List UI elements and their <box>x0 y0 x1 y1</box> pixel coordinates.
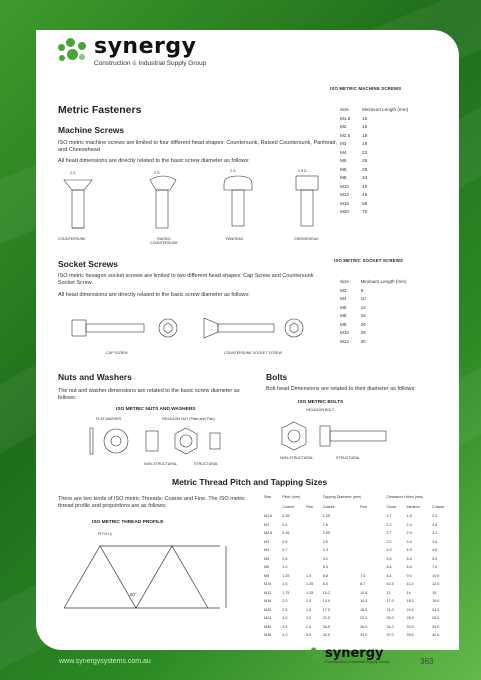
table-cell: 2.0 <box>282 599 288 604</box>
caption-countersunk-socket: COUNTERSUNK SOCKET SCREW <box>224 351 282 355</box>
table-row <box>338 123 438 132</box>
table-header-row <box>338 104 438 114</box>
table-row <box>262 521 454 530</box>
table-row <box>338 303 438 312</box>
footer-url[interactable]: www.synergysystems.com.au <box>59 658 151 665</box>
logo-dots-icon <box>56 34 90 68</box>
table-row <box>262 597 454 606</box>
table-cell: M4 <box>264 548 270 553</box>
table-row <box>338 295 438 304</box>
column-header-tapping: Tapping Diameter (mm) <box>322 495 362 499</box>
table-cell: 5.3 <box>386 556 392 561</box>
table-cell: 21.0 <box>322 616 330 621</box>
table-cell: 2.5 <box>282 607 288 612</box>
nuts-heading: Nuts and Washers <box>58 372 132 382</box>
page-number: 363 <box>420 657 434 666</box>
table-cell: M5 <box>340 304 347 310</box>
table-cell: M6 <box>340 166 347 172</box>
table-cell: 28.0 <box>360 624 368 629</box>
table-cell: 31.0 <box>386 624 394 629</box>
table-cell: 1.0 <box>306 573 312 578</box>
table-cell: 1.75 <box>282 590 290 595</box>
machine-screws-text-2: All head dimensions are directly related to the basic screw diameter as follows: <box>58 158 250 164</box>
label-flat-washer: FLAT WASHER <box>96 417 122 421</box>
table-cell: 2.9 <box>406 531 412 536</box>
table-cell: 0.35 <box>282 514 290 519</box>
table-cell: 3.3 <box>322 548 328 553</box>
table-cell: 1.5 <box>306 607 312 612</box>
table-row <box>338 329 438 338</box>
table-row <box>262 563 454 572</box>
table-row <box>262 606 454 615</box>
table-cell: M16 <box>340 200 349 206</box>
table-cell <box>358 563 384 572</box>
table-cell: 35.0 <box>432 624 440 629</box>
table-cell: 25 <box>362 158 368 164</box>
svg-text:1.5 D: 1.5 D <box>298 169 307 173</box>
table-cell: 18.5 <box>360 607 368 612</box>
table-cell: 58 <box>362 200 368 206</box>
bolt-diagram <box>276 416 396 454</box>
caption-cap-screw: CAP SCREW <box>106 351 128 355</box>
table-cell: 0.4 <box>282 522 288 527</box>
table-cell: 33.0 <box>360 633 368 638</box>
table-header-row <box>338 276 438 286</box>
table-cell: M20 <box>340 209 349 215</box>
table-row <box>262 572 454 581</box>
brand-tagline: Construction & Industrial Supply Group <box>94 59 207 67</box>
footer-brand: synergy <box>325 645 384 661</box>
socket-screw-diagram <box>58 300 308 352</box>
table-cell: M3 <box>340 287 347 293</box>
table-cell: M5 <box>264 556 270 561</box>
table-cell: 40 <box>362 183 368 189</box>
table-cell <box>358 512 384 521</box>
thread-heading: Metric Thread Pitch and Tapping Sizes <box>172 477 328 487</box>
table-row <box>338 165 438 174</box>
table-cell: M5 <box>340 158 347 164</box>
table-cell: 1.6 <box>322 522 328 527</box>
table-cell: 10.0 <box>432 573 440 578</box>
table-row <box>338 140 438 149</box>
column-subheader: Coarse <box>282 505 295 509</box>
thread-profile-diagram <box>60 538 250 618</box>
table-cell: 9.0 <box>406 573 412 578</box>
table-cell: M10 <box>340 183 349 189</box>
table-cell: 1.25 <box>306 590 314 595</box>
table-cell: M6 <box>264 565 270 570</box>
table-cell: 13 <box>386 590 391 595</box>
thread-figure-title: ISO METRIC THREAD PROFILE <box>92 520 164 525</box>
table-cell: 14.5 <box>360 599 368 604</box>
table-cell: 19.0 <box>432 599 440 604</box>
nuts-text: The nut and washer dimensions are related to the basic screw diameter as follows: <box>58 388 240 401</box>
table-cell: 2.0 <box>306 624 312 629</box>
table-row <box>338 286 438 295</box>
table-cell: 8.7 <box>360 582 366 587</box>
table-cell: 28 <box>362 166 368 172</box>
table-cell <box>358 521 384 530</box>
column-header-size: Size <box>264 495 272 499</box>
table-cell: 8.4 <box>386 573 392 578</box>
table-row <box>262 555 454 564</box>
svg-text:2 D: 2 D <box>70 171 76 175</box>
table-cell: 3.6 <box>432 539 438 544</box>
table-cell: 0.45 <box>282 531 290 536</box>
machine-screw-diagram <box>58 168 338 248</box>
table-cell: 1.0 <box>282 565 288 570</box>
socket-screws-table-title: ISO METRIC SOCKET SCREWS <box>334 258 404 263</box>
table-cell: 26.0 <box>406 616 414 621</box>
table-cell: 6.6 <box>406 565 412 570</box>
table-cell: M12 <box>340 338 349 344</box>
socket-screws-heading: Socket Screws <box>58 259 119 269</box>
table-cell: 14.0 <box>322 599 330 604</box>
table-cell: 10.5 <box>386 582 394 587</box>
table-cell: 7.0 <box>360 573 366 578</box>
brand-logo <box>56 34 206 68</box>
machine-screws-table-title: ISO METRIC MACHINE SCREWS <box>330 86 402 91</box>
table-cell: 4.8 <box>432 548 438 553</box>
table-row <box>338 312 438 321</box>
label-bolts-non-structural: NON-STRUCTURAL <box>280 456 314 460</box>
table-cell: M2.5 <box>340 132 351 138</box>
table-cell <box>304 563 321 572</box>
table-row <box>262 546 454 555</box>
table-row <box>338 320 438 329</box>
table-cell: 4.5 <box>406 548 412 553</box>
table-cell: 1.25 <box>282 573 290 578</box>
thread-text: There are two kinds of ISO metric Threads: Coarse and Fine. The ISO metric thread profile and proportions are as follows: <box>58 496 246 509</box>
thread-angle-label: 60° <box>130 592 137 597</box>
table-cell: M2 <box>264 522 270 527</box>
column-subheader <box>262 502 280 512</box>
table-row <box>262 614 454 623</box>
column-subheader: Medium <box>406 505 420 509</box>
table-cell: 33.0 <box>406 624 414 629</box>
table-cell: 17.0 <box>386 599 394 604</box>
column-subheader: Fine <box>360 505 368 509</box>
bolts-text: Bolt head Dimensions are related to their diameter as follows: <box>266 386 416 392</box>
table-row <box>262 538 454 547</box>
table-cell: M4 <box>340 149 347 155</box>
table-cell: 6.8 <box>322 573 328 578</box>
table-cell: 1.8 <box>406 514 412 519</box>
table-row <box>338 157 438 166</box>
table-cell: 2.5 <box>322 539 328 544</box>
table-cell: 26.5 <box>322 624 330 629</box>
table-cell: 5.5 <box>406 556 412 561</box>
bolts-figure-title: ISO METRIC BOLTS <box>298 400 344 405</box>
table-cell: 25.0 <box>386 616 394 621</box>
table-row <box>338 174 438 183</box>
label-nuts-non-structural: NON-STRUCTURAL <box>144 462 178 466</box>
footer-tagline: Construction | Industrial Supply Group <box>325 659 390 664</box>
table-cell: 1.25 <box>322 514 330 519</box>
table-cell: M1.6 <box>264 514 273 519</box>
nuts-figure-title: ISO METRIC NUTS AND WASHERS <box>116 407 196 412</box>
table-cell: 70 <box>362 209 368 215</box>
table-cell: 10 <box>360 296 366 302</box>
table-cell: M12 <box>340 192 349 198</box>
caption-raised-countersunk: RAISED COUNTERSUNK <box>150 237 178 245</box>
table-cell <box>304 555 321 564</box>
table-cell: 2.0 <box>432 514 438 519</box>
socket-screws-text-1: ISO metric hexagon socket screws are limited to two different head shapes: Cap Screw and Countersunk Socket Screw. <box>58 273 314 286</box>
label-hexagon-bolt: HEXAGON BOLT <box>306 408 335 412</box>
column-header-clearance: Clearance Holes (mm) <box>386 495 424 499</box>
table-cell: 37.0 <box>386 633 394 638</box>
table-cell: 11.0 <box>406 582 414 587</box>
table-row <box>338 182 438 191</box>
table-cell: 19 <box>362 141 368 147</box>
table-subheader-row <box>262 502 454 512</box>
table-row <box>338 131 438 140</box>
table-cell <box>358 546 384 555</box>
table-cell: 20 <box>360 321 366 327</box>
table-cell: 4.3 <box>386 548 392 553</box>
label-nuts-structural: STRUCTURAL <box>194 462 219 466</box>
label-pitch: PITCH p <box>98 532 112 536</box>
table-cell: 6.4 <box>386 565 392 570</box>
table-cell: 1.5 <box>306 599 312 604</box>
column-header: Minimum Length (mm) <box>362 106 409 112</box>
table-cell: 5.8 <box>432 556 438 561</box>
machine-screws-table <box>338 104 438 216</box>
footer-logo <box>305 645 389 665</box>
table-cell: 1.25 <box>306 582 314 587</box>
table-cell: M16 <box>264 599 272 604</box>
table-cell: 3.5 <box>282 624 288 629</box>
table-cell: 2.4 <box>406 522 412 527</box>
table-row <box>262 529 454 538</box>
table-cell: M3 <box>340 141 347 147</box>
table-cell: M10 <box>340 330 349 336</box>
thread-table <box>262 492 454 640</box>
table-cell: M36 <box>264 633 272 638</box>
table-cell: 2.0 <box>306 616 312 621</box>
table-cell: M3 <box>264 539 270 544</box>
table-row <box>262 589 454 598</box>
table-cell: 0.5 <box>282 539 288 544</box>
table-cell: M4 <box>340 296 347 302</box>
table-cell: 2.6 <box>432 522 438 527</box>
table-cell: 8.5 <box>322 582 328 587</box>
column-subheader: Coarse <box>322 505 335 509</box>
machine-screws-text-1: ISO metric machine screws are limited to four different head shapes: Countersunk, Raised Countersunk, Panhead, and Cheesehead <box>58 140 338 153</box>
table-cell: 3.0 <box>306 633 312 638</box>
table-cell: 42.0 <box>432 633 440 638</box>
table-row <box>338 208 438 217</box>
caption-cheesehead: CHEESEHEAD <box>294 237 319 241</box>
nuts-washers-diagram <box>86 424 266 460</box>
table-cell: M1.6 <box>340 115 351 121</box>
table-cell: 2.7 <box>386 531 392 536</box>
table-cell: 2.05 <box>322 531 330 536</box>
label-bolts-structural: STRUCTURAL <box>336 456 361 460</box>
table-cell: M8 <box>340 175 347 181</box>
machine-screws-heading: Machine Screws <box>58 125 125 135</box>
table-cell: M8 <box>340 321 347 327</box>
table-row <box>338 199 438 208</box>
table-cell: 32.0 <box>322 633 330 638</box>
table-cell: 22 <box>362 149 368 155</box>
table-cell: 34 <box>362 175 368 181</box>
caption-panhead: PANHEAD <box>226 237 244 241</box>
table-cell: M10 <box>264 582 272 587</box>
table-cell <box>304 538 321 547</box>
table-cell: 3.0 <box>282 616 288 621</box>
table-cell: 10.2 <box>322 590 330 595</box>
table-cell: 15 <box>362 115 368 121</box>
table-cell: 30 <box>360 338 366 344</box>
table-cell: 22.0 <box>360 616 368 621</box>
table-cell: 46 <box>362 192 368 198</box>
table-cell: 4.0 <box>282 633 288 638</box>
column-subheader: Coarse <box>432 505 445 509</box>
table-cell <box>304 529 321 538</box>
table-cell: 39.0 <box>406 633 414 638</box>
table-row <box>262 512 454 521</box>
column-subheader: Close <box>386 505 396 509</box>
column-header-pitch: Pitch (mm) <box>282 495 301 499</box>
table-row <box>262 580 454 589</box>
table-cell: 0.7 <box>282 548 288 553</box>
table-cell <box>358 529 384 538</box>
table-cell: 1.5 <box>282 582 288 587</box>
table-cell: M6 <box>340 313 347 319</box>
table-cell: 1.7 <box>386 514 392 519</box>
table-row <box>338 191 438 200</box>
table-cell: 4.2 <box>322 556 328 561</box>
table-cell: 25 <box>360 330 366 336</box>
table-cell: 2.2 <box>386 522 392 527</box>
table-cell: 12.0 <box>432 582 440 587</box>
table-cell: 18.0 <box>406 599 414 604</box>
table-cell: M12 <box>264 590 272 595</box>
table-cell: 28.0 <box>432 616 440 621</box>
socket-screws-text-2: All head dimensions are directly related to the basic screw diameter as follows: <box>58 292 250 298</box>
socket-screws-table <box>338 276 438 346</box>
catalogue-page <box>36 30 459 650</box>
table-cell: 21.0 <box>386 607 394 612</box>
table-row <box>338 114 438 123</box>
table-cell: 3.1 <box>432 531 438 536</box>
table-cell: 17.5 <box>322 607 330 612</box>
svg-text:2 D: 2 D <box>154 171 160 175</box>
table-cell: 0.8 <box>282 556 288 561</box>
caption-countersunk: COUNTERSUNK <box>58 237 86 241</box>
table-cell: 5.0 <box>322 565 328 570</box>
table-cell <box>304 521 321 530</box>
table-cell: M24 <box>264 616 272 621</box>
column-subheader: Fine <box>306 505 314 509</box>
table-cell: 15 <box>432 590 437 595</box>
footer-logo-icon <box>305 645 317 657</box>
table-cell <box>304 512 321 521</box>
brand-name: synergy <box>94 33 197 59</box>
table-cell: M2 <box>340 124 347 130</box>
table-cell <box>304 546 321 555</box>
table-cell: 16 <box>362 124 368 130</box>
column-header: Size <box>340 278 349 284</box>
table-cell: M20 <box>264 607 272 612</box>
table-row <box>262 631 454 640</box>
bolts-heading: Bolts <box>266 372 288 382</box>
table-header-row <box>262 492 454 502</box>
column-header: Minimum Length (mm) <box>360 278 407 284</box>
table-cell: 24.0 <box>432 607 440 612</box>
page-title: Metric Fasteners <box>58 104 142 116</box>
table-cell: 3.4 <box>406 539 412 544</box>
table-cell <box>358 538 384 547</box>
table-row <box>338 148 438 157</box>
table-row <box>262 623 454 632</box>
table-row <box>338 337 438 346</box>
table-cell: M2.5 <box>264 531 273 536</box>
table-cell: 14 <box>406 590 411 595</box>
column-header: Size <box>340 106 349 112</box>
label-hexagon-nut: HEXAGON NUT (Plain and Thin) <box>162 417 215 421</box>
table-cell: 9 <box>360 287 364 293</box>
table-cell: M30 <box>264 624 272 629</box>
table-cell: 12 <box>360 304 366 310</box>
table-cell <box>358 555 384 564</box>
table-cell: 10.8 <box>360 590 368 595</box>
svg-text:2 D: 2 D <box>230 169 236 173</box>
table-cell: 7.0 <box>432 565 438 570</box>
table-cell: 22.0 <box>406 607 414 612</box>
table-cell: 16 <box>360 313 366 319</box>
table-cell: 3.2 <box>386 539 392 544</box>
table-cell: M8 <box>264 573 270 578</box>
table-cell: 18 <box>362 132 368 138</box>
